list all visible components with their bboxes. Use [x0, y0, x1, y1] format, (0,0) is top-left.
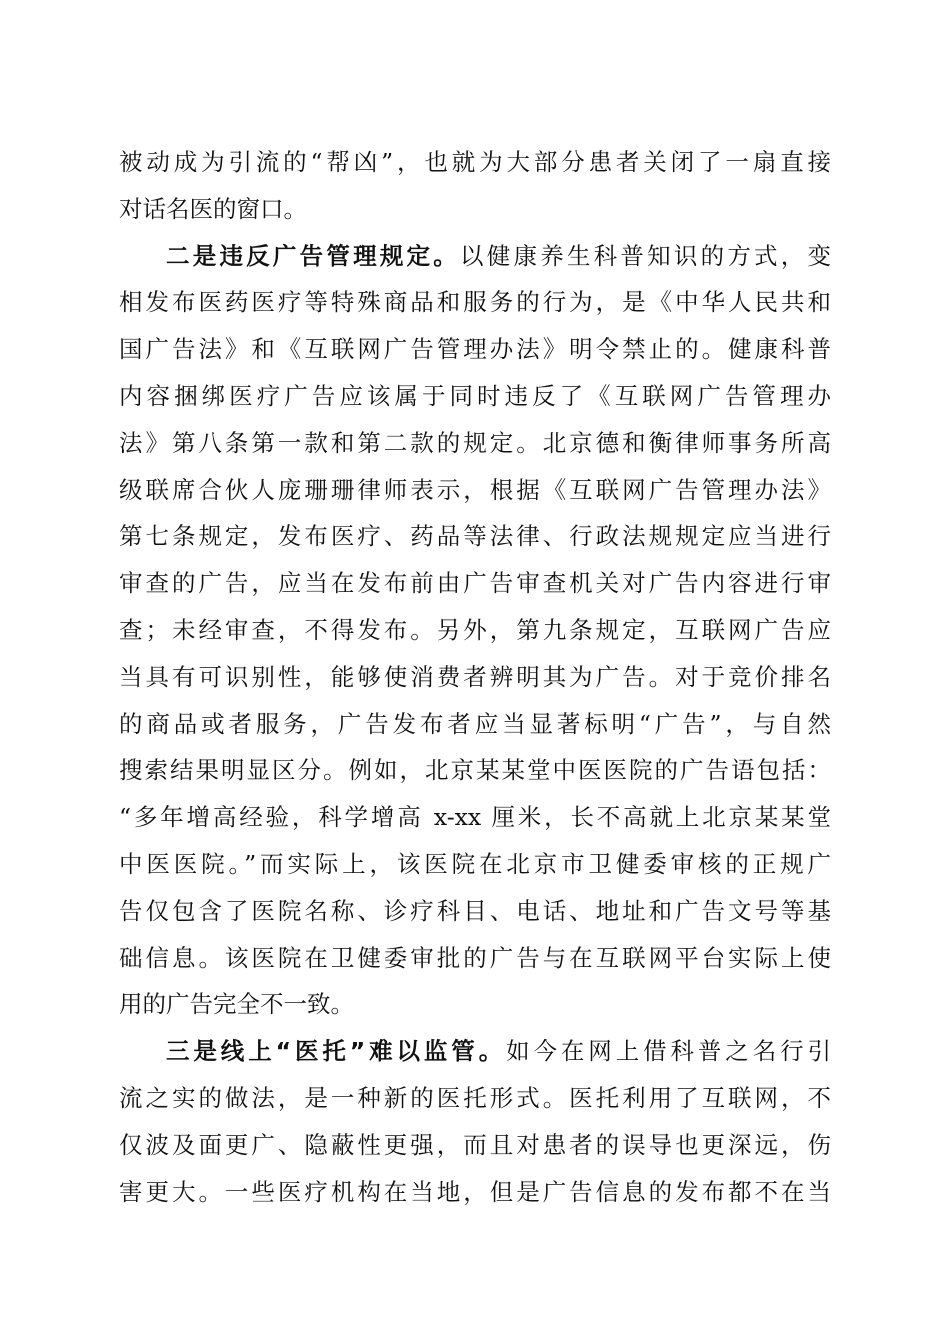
paragraph-heading: 三是线上“医托”难以监管。: [166, 1037, 507, 1066]
paragraph-text: 如今在网上借科普之名行引: [506, 1037, 832, 1066]
text-line: 级联席合伙人庞珊珊律师表示，根据《互联网广告管理办法》: [119, 475, 831, 504]
text-line: [119, 233, 831, 280]
document-body: [119, 139, 831, 1215]
text-line: “多年增高经验，科学增高 x-xx 厘米，长不高就上北京某某堂: [119, 803, 831, 832]
text-line: 对话名医的窗口。: [119, 194, 307, 223]
text-line: 当具有可识别性，能够使消费者辨明其为广告。对于竞价排名: [119, 662, 831, 691]
paragraph-advertising-rules: [119, 233, 831, 1029]
text-line: 被动成为引流的“帮凶”，也就为大部分患者关闭了一扇直接: [119, 148, 831, 176]
text-line: 告仅包含了医院名称、诊疗科目、电话、地址和广告文号等基: [119, 896, 831, 925]
text-line: 害更大。一些医疗机构在当地，但是广告信息的发布都不在当: [119, 1177, 831, 1206]
text-line: 第七条规定，发布医疗、药品等法律、行政法规规定应当进行: [119, 522, 831, 551]
text-line: 国广告法》和《互联网广告管理办法》明令禁止的。健康科普: [119, 335, 831, 364]
paragraph-text: 以健康养生科普知识的方式，变: [460, 241, 832, 270]
paragraph-online-touts: [119, 1028, 831, 1215]
text-line: 用的广告完全不一致。: [119, 990, 354, 1019]
text-line: 础信息。该医院在卫健委审批的广告与在互联网平台实际上使: [119, 943, 831, 972]
paragraph-heading: 二是违反广告管理规定。: [166, 241, 461, 270]
text-line: 查；未经审查，不得发布。另外，第九条规定，互联网广告应: [119, 615, 831, 644]
text-line: 中医医院。”而实际上，该医院在北京市卫健委审核的正规广: [119, 849, 831, 878]
text-line: 的商品或者服务，广告发布者应当显著标明“广告”，与自然: [119, 709, 831, 738]
text-line: [119, 1028, 831, 1075]
text-line: 流之实的做法，是一种新的医托形式。医托利用了互联网，不: [119, 1083, 831, 1112]
text-line: 内容捆绑医疗广告应该属于同时违反了《互联网广告管理办: [119, 381, 831, 410]
text-line: 审查的广告，应当在发布前由广告审查机关对广告内容进行审: [119, 569, 831, 598]
text-line: 仅波及面更广、隐蔽性更强，而且对患者的误导也更深远，伤: [119, 1130, 831, 1159]
paragraph-continuation: [119, 139, 831, 233]
text-line: 搜索结果明显区分。例如，北京某某堂中医医院的广告语包括：: [119, 756, 831, 785]
text-line: 相发布医药医疗等特殊商品和服务的行为，是《中华人民共和: [119, 288, 831, 317]
text-line: 法》第八条第一款和第二款的规定。北京德和衡律师事务所高: [119, 428, 831, 457]
